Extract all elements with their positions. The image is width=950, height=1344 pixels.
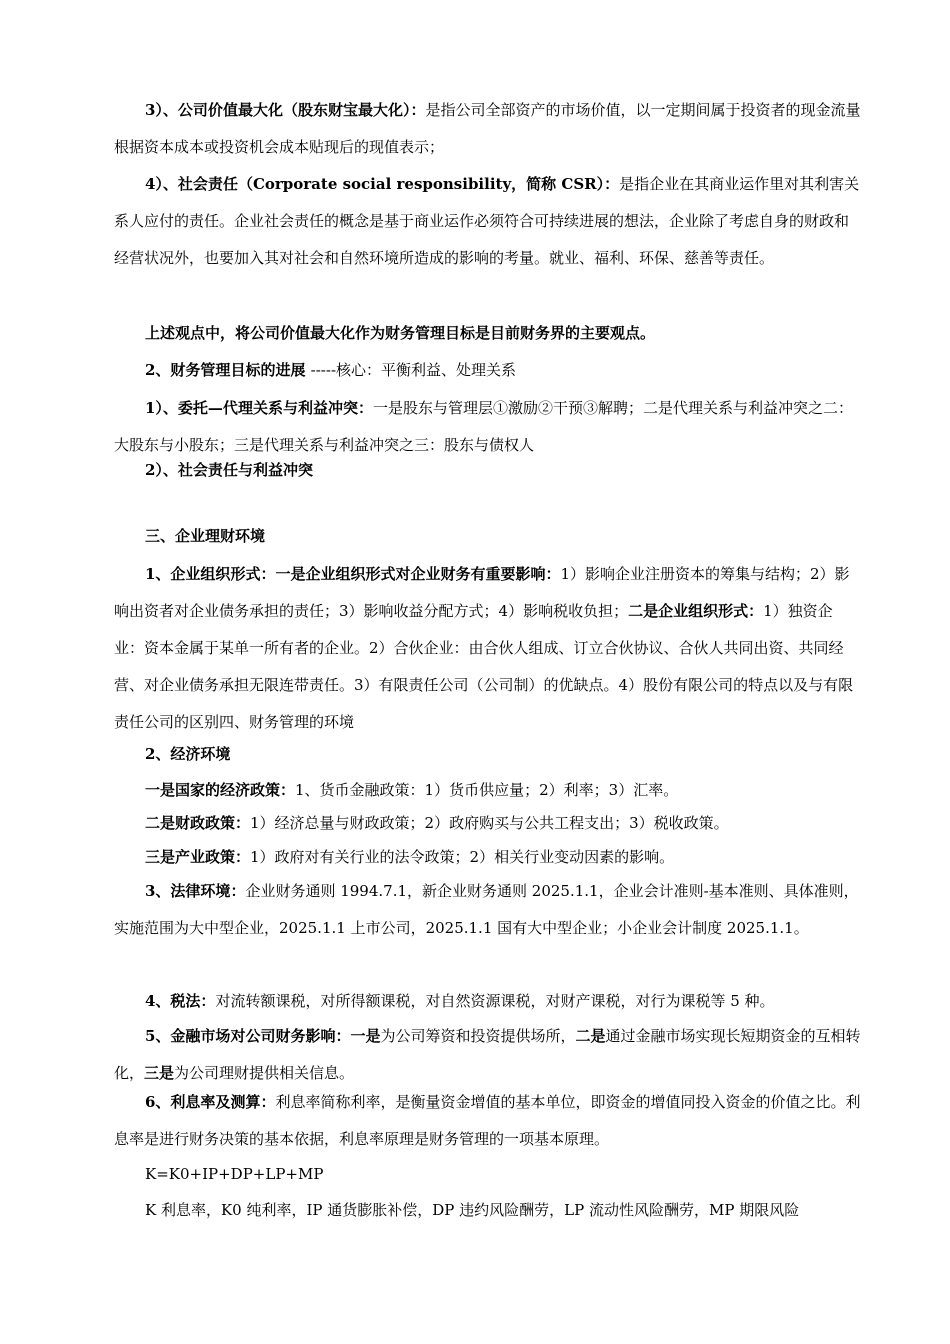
text-goal-progress: -----核心：平衡利益、处理关系 [310, 361, 517, 379]
label-first: 一是 [350, 1027, 381, 1045]
heading-legal-environment: 3、法律环境： [145, 882, 246, 900]
paragraph-industry-policy [114, 839, 862, 876]
heading-agency-conflict: 1）、委托—代理关系与利益冲突： [145, 399, 373, 417]
section-title-finance-environment [114, 518, 862, 555]
text-org-form-impact: 1）影响企业注册资本的筹集与结构；2）影响出资者对企业债务承担的责任；3）影响收益分配方式；4）影响税收负担； [114, 565, 850, 620]
paragraph-social-conflict [114, 452, 862, 489]
label-second: 二是 [575, 1027, 606, 1045]
heading-csr: 4）、社会责任（Corporate social responsibility，简称 CSR）： [145, 175, 620, 193]
paragraph-economic-environment [114, 736, 862, 773]
text-csr: 是指企业在其商业运作里对其利害关系人应付的责任。企业社会责任的概念是基于商业运作必须符合可持续进展的想法，企业除了考虑自身的财政和经营状况外，也要加入其对社会和自然环境所造成的影响的考量。就业、福利、环保、慈善等责任。 [114, 175, 860, 267]
text-national-policy: 1、货币金融政策：1）货币供应量；2）利率；3）汇率。 [295, 781, 679, 799]
paragraph-company-value-max [114, 92, 862, 166]
paragraph-interest-rate [114, 1084, 862, 1158]
heading-finance-environment: 三、企业理财环境 [145, 527, 266, 545]
heading-fiscal-policy: 二是财政政策： [145, 814, 251, 832]
paragraph-legal-environment [114, 873, 862, 947]
text-agency-conflict: 一是股东与管理层①激励②干预③解聘；二是代理关系与利益冲突之二：大股东与小股东；三是代理关系与利益冲突之三：股东与债权人 [114, 399, 853, 454]
paragraph-fiscal-policy [114, 805, 862, 842]
heading-main-view: 上述观点中，将公司价值最大化作为财务管理目标是目前财务界的主要观点。 [145, 324, 656, 342]
heading-interest-rate: 6、利息率及测算： [145, 1093, 276, 1111]
paragraph-financial-market [114, 1018, 862, 1092]
text-org-form-types: 1）独资企业：资本金属于某单一所有者的企业。2）合伙企业：由合伙人组成、订立合伙协议、合伙人共同出资、共同经营、对企业债务承担无限连带责任。3）有限责任公司（公司制）的优缺点。4）股份有限公司的特点以及与有限责任公司的区别四、财务管理的环境 [114, 602, 854, 731]
heading-economic-environment: 2、经济环境 [145, 745, 231, 763]
text-tax-law: 对流转额课税，对所得额课税，对自然资源课税，对财产课税，对行为课税等 5 种。 [215, 992, 775, 1010]
text-second: 通过金融市场实现长短期资金的互相转化， [114, 1027, 861, 1082]
text-third: 为公司理财提供相关信息。 [174, 1064, 355, 1082]
paragraph-goal-progress [114, 352, 862, 389]
paragraph-main-view [114, 315, 862, 352]
paragraph-national-policy [114, 772, 862, 809]
heading-company-value-max: 3）、公司价值最大化（股东财宝最大化）： [145, 101, 426, 119]
text-fiscal-policy: 1）经济总量与财政政策；2）政府购买与公共工程支出；3）税收政策。 [250, 814, 729, 832]
paragraph-formula-legend [114, 1192, 862, 1229]
subheading-org-form-types: 二是企业组织形式： [628, 602, 764, 620]
subheading-org-form-impact: 一是企业组织形式对企业财务有重要影响： [275, 565, 561, 583]
paragraph-org-form [114, 556, 862, 741]
text-first: 为公司筹资和投资提供场所， [380, 1027, 576, 1045]
heading-tax-law: 4、税法： [145, 992, 216, 1010]
heading-social-conflict: 2）、社会责任与利益冲突 [145, 461, 313, 479]
heading-org-form: 1、企业组织形式： [145, 565, 276, 583]
text-industry-policy: 1）政府对有关行业的法令政策；2）相关行业变动因素的影响。 [250, 848, 675, 866]
text-company-value-max: 是指公司全部资产的市场价值，以一定期间属于投资者的现金流量根据资本成本或投资机会成本贴现后的现值表示； [114, 101, 861, 156]
text-interest-rate: 利息率简称利率，是衡量资金增值的基本单位，即资金的增值同投入资金的价值之比。利息率是进行财务决策的基本依据，利息率原理是财务管理的一项基本原理。 [114, 1093, 861, 1148]
paragraph-csr [114, 166, 862, 277]
heading-goal-progress: 2、财务管理目标的进展 [145, 361, 311, 379]
paragraph-tax-law [114, 983, 862, 1020]
text-legal-environment: 企业财务通则 1994.7.1，新企业财务通则 2025.1.1，企业会计准则-基本准则、具体准则，实施范围为大中型企业，2025.1.1 上市公司，2025.1.1 国有大中型企业；小企业会计制度 2025.1.1。 [114, 882, 859, 937]
label-third: 三是 [144, 1064, 175, 1082]
text-formula-legend: K 利息率，K0 纯利率，IP 通货膨胀补偿，DP 违约风险酬劳，LP 流动性风险酬劳，MP 期限风险 [145, 1201, 800, 1219]
heading-national-policy: 一是国家的经济政策： [145, 781, 296, 799]
formula-text: K=K0+IP+DP+LP+MP [145, 1165, 324, 1183]
heading-industry-policy: 三是产业政策： [145, 848, 251, 866]
heading-financial-market: 5、金融市场对公司财务影响： [145, 1027, 351, 1045]
formula-interest-rate [114, 1156, 862, 1193]
